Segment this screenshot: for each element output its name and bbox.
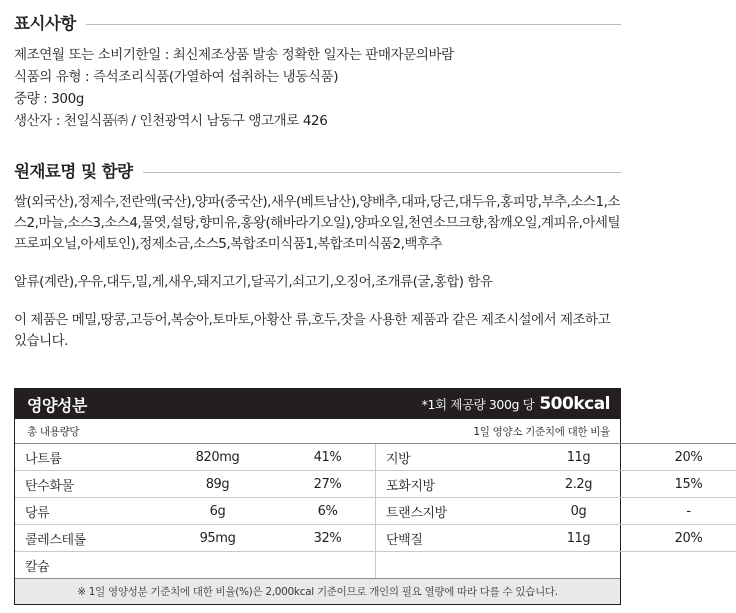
nutrient-amount: 820mg bbox=[155, 444, 280, 471]
nutrient-amount: 95mg bbox=[155, 525, 280, 552]
nutrient-amount: 2.2g bbox=[516, 471, 641, 498]
calories-value: 500kcal bbox=[539, 394, 610, 414]
nutrient-name: 트랜스지방 bbox=[376, 498, 516, 525]
heading-rule bbox=[143, 172, 621, 173]
nutrient-amount: 0g bbox=[516, 498, 641, 525]
daily-value-label: 1일 영양소 기준치에 대한 비율 bbox=[473, 426, 610, 438]
label-info-heading bbox=[0, 10, 635, 34]
total-content-label: 총 내용량당 bbox=[27, 426, 80, 438]
label-line-weight: 중량 : 300g bbox=[14, 91, 84, 107]
nutrient-amount: 6g bbox=[155, 498, 280, 525]
ingredients-list-text: 쌀(외국산),정제수,전란액(국산),양파(중국산),새우(베트남산),양배추,대파,당근,대두유,홍피망,부추,소스1,소스2,마늘,소스3,소스4,물엿,설탕,향미유,홍왕(해바라기오일),양파오일,천연소므크향,참깨오일,계피유,아세틸프로피오닐,아세토인),정제소금,소스5,복합조미식품1,복합조미식품2,백후추 bbox=[14, 194, 621, 252]
ingredients-heading bbox=[0, 158, 635, 182]
nutrient-percent bbox=[280, 552, 375, 579]
nutrient-name: 포화지방 bbox=[376, 471, 516, 498]
nutrient-amount bbox=[516, 552, 641, 579]
nutrition-serving-info bbox=[422, 394, 610, 414]
allergen-text: 알류(계란),우유,대두,밀,게,새우,돼지고기,달곡기,쇠고기,오징어,조개류(굴,홍합) 함유 bbox=[14, 274, 493, 290]
label-info-lines bbox=[0, 34, 635, 132]
nutrient-name: 당류 bbox=[15, 498, 155, 525]
table-row bbox=[15, 471, 736, 498]
nutrient-percent: - bbox=[641, 498, 736, 525]
label-info-section bbox=[0, 0, 635, 132]
nutrient-name: 탄수화물 bbox=[15, 471, 155, 498]
nutrition-header bbox=[15, 389, 620, 419]
nutrient-percent: 20% bbox=[641, 525, 736, 552]
nutrient-name: 나트륨 bbox=[15, 444, 155, 471]
ingredients-title: 원재료명 및 함량 bbox=[14, 162, 133, 181]
label-line-food-type: 식품의 유형 : 즉석조리식품(가열하여 섭취하는 냉동식품) bbox=[14, 69, 339, 85]
serving-size-label: *1회 제공량 300g 당 bbox=[421, 397, 535, 412]
nutrient-amount bbox=[155, 552, 280, 579]
nutrient-name: 단백질 bbox=[376, 525, 516, 552]
nutrient-percent: 6% bbox=[280, 498, 375, 525]
nutrient-amount: 11g bbox=[516, 525, 641, 552]
nutrient-name bbox=[376, 552, 516, 579]
nutrient-percent: 27% bbox=[280, 471, 375, 498]
nutrient-percent bbox=[641, 552, 736, 579]
table-row bbox=[15, 498, 736, 525]
nutrient-name: 지방 bbox=[376, 444, 516, 471]
nutrition-table bbox=[15, 443, 736, 578]
nutrient-amount: 11g bbox=[516, 444, 641, 471]
table-row bbox=[15, 525, 736, 552]
ingredients-body bbox=[0, 182, 635, 352]
nutrient-percent: 32% bbox=[280, 525, 375, 552]
nutrient-name: 콜레스테롤 bbox=[15, 525, 155, 552]
nutrient-percent: 15% bbox=[641, 471, 736, 498]
label-info-title: 표시사항 bbox=[14, 14, 76, 33]
nutrient-amount: 89g bbox=[155, 471, 280, 498]
nutrient-name: 칼슘 bbox=[15, 552, 155, 579]
heading-rule bbox=[86, 24, 621, 25]
ingredients-section bbox=[0, 132, 635, 352]
nutrient-percent: 20% bbox=[641, 444, 736, 471]
nutrition-title: 영양성분 bbox=[27, 395, 87, 415]
shared-facility-text: 이 제품은 메밀,땅콩,고등어,복숭아,토마토,아황산 류,호두,잣을 사용한 제품과 같은 제조시설에서 제조하고 있습니다. bbox=[14, 312, 611, 349]
table-row bbox=[15, 444, 736, 471]
nutrition-subheader bbox=[15, 419, 620, 443]
label-line-manufacture-date: 제조연월 또는 소비기한일 : 최신제조상품 발송 정확한 일자는 판매자문의바람 bbox=[14, 47, 454, 63]
nutrition-footnote: ※ 1일 영양성분 기준치에 대한 비율(%)은 2,000kcal 기준이므로 개인의 필요 열량에 따라 다를 수 있습니다. bbox=[15, 578, 620, 604]
nutrient-percent: 41% bbox=[280, 444, 375, 471]
nutrition-facts-box bbox=[14, 388, 703, 605]
label-line-producer: 생산자 : 천일식품㈜ / 인천광역시 남동구 앵고개로 426 bbox=[14, 113, 328, 129]
table-row bbox=[15, 552, 736, 579]
